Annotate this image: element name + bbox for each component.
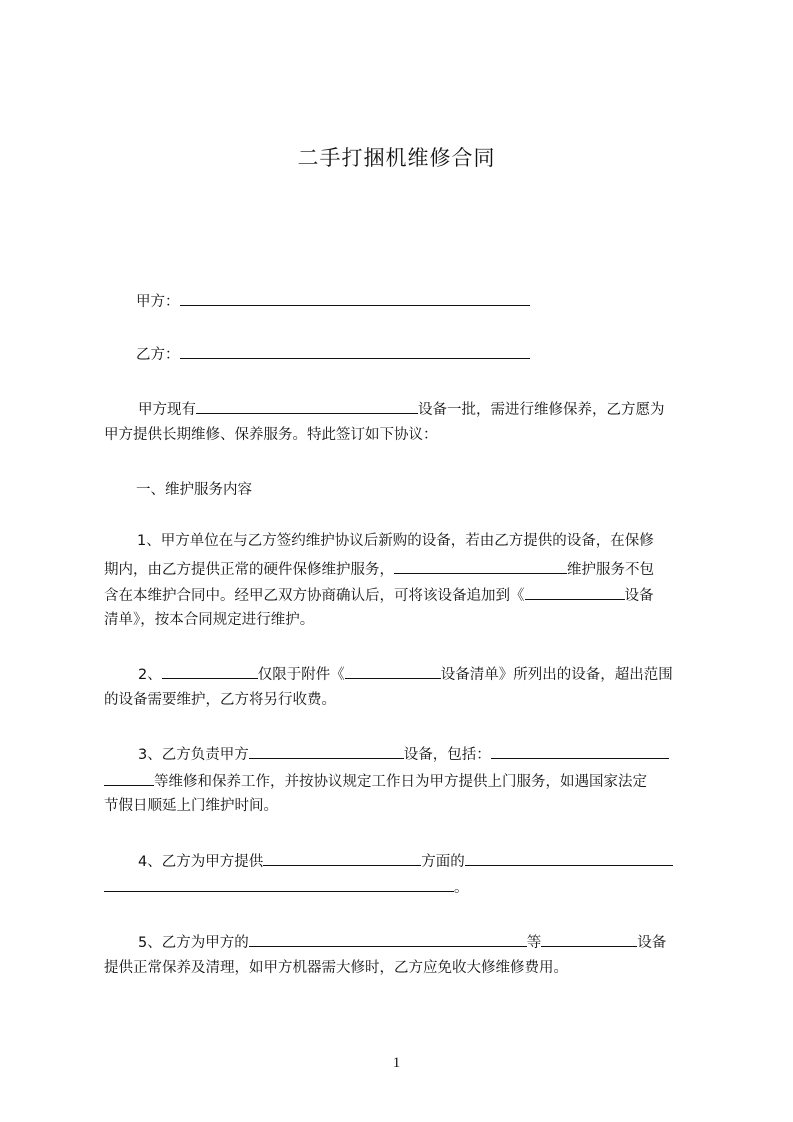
intro-text-b: 设备一批，需进行维修保养，乙方愿为 xyxy=(418,402,665,418)
clause2-text-1b: 仅限于附件《 xyxy=(257,667,345,683)
clause3-line-2 xyxy=(104,770,714,792)
clause2-blank-2 xyxy=(345,663,441,679)
clause3-line-1 xyxy=(138,743,748,765)
clause4-blank-3 xyxy=(104,876,454,892)
clause3-text-1b: 设备，包括： xyxy=(403,747,491,763)
clause1-line-1 xyxy=(137,531,747,551)
clause5-line-2 xyxy=(104,958,714,978)
intro-text-c: 甲方提供长期维修、保养服务。特此签订如下协议： xyxy=(104,427,438,443)
clause3-blank-1 xyxy=(249,743,404,759)
clause4-text-2: 。 xyxy=(454,880,469,896)
party-a-blank xyxy=(180,290,530,306)
party-a-label: 甲方： xyxy=(136,294,180,310)
clause1-text-2a: 期内，由乙方提供正常的硬件保修维护服务， xyxy=(104,562,394,578)
clause3-line-3 xyxy=(104,796,714,816)
clause4-line-2 xyxy=(104,876,714,898)
clause4-text-1a: 4、乙方为甲方提供 xyxy=(138,854,264,870)
clause2-blank-1 xyxy=(162,663,258,679)
clause5-line-1 xyxy=(138,931,748,953)
clause1-line-3 xyxy=(104,584,714,606)
intro-line-2 xyxy=(104,425,714,445)
clause5-blank-2 xyxy=(541,931,637,947)
clause1-line-2 xyxy=(104,558,714,580)
party-b-label: 乙方： xyxy=(136,347,180,363)
clause1-text-3a: 含在本维护合同中。经甲乙双方协商确认后，可将该设备追加到《 xyxy=(104,588,525,604)
intro-line-1 xyxy=(138,398,748,420)
clause2-text-1c: 设备清单》所列出的设备，超出范围 xyxy=(440,667,673,683)
party-b-blank xyxy=(180,343,530,359)
clause5-text-1b: 等 xyxy=(526,935,542,951)
section-heading-text: 一、维护服务内容 xyxy=(136,482,252,498)
clause2-line-1 xyxy=(138,663,748,685)
intro-blank xyxy=(196,398,418,414)
clause2-line-2 xyxy=(104,690,714,710)
intro-text-a: 甲方现有 xyxy=(138,402,196,418)
clause5-blank-1 xyxy=(249,931,527,947)
clause5-text-2: 提供正常保养及清理，如甲方机器需大修时，乙方应免收大修维修费用。 xyxy=(104,960,568,976)
page-number: 1 xyxy=(392,1055,401,1071)
clause1-text-3b: 设备 xyxy=(624,588,654,604)
clause1-text-2b: 维护服务不包 xyxy=(567,562,654,578)
clause1-blank-1 xyxy=(394,558,567,574)
party-a-line xyxy=(136,290,746,312)
party-b-line xyxy=(136,343,746,365)
clause3-text-3: 节假日顺延上门维护时间。 xyxy=(104,798,278,814)
clause5-text-1c: 设备 xyxy=(637,935,667,951)
document-title: 二手打捆机维修合同 xyxy=(297,146,496,170)
clause4-blank-1 xyxy=(263,850,421,866)
clause3-text-2: 等维修和保养工作，并按协议规定工作日为甲方提供上门服务，如遇国家法定 xyxy=(154,774,647,790)
clause1-blank-2 xyxy=(525,584,625,600)
section-heading xyxy=(136,480,746,500)
clause1-text-4: 清单》，按本合同规定进行维护。 xyxy=(104,612,315,628)
clause4-text-1b: 方面的 xyxy=(421,854,465,870)
clause4-line-1 xyxy=(138,850,748,872)
clause3-blank-3 xyxy=(104,770,154,786)
clause3-blank-2 xyxy=(491,743,669,759)
clause3-text-1a: 3、乙方负责甲方 xyxy=(138,747,249,763)
clause2-text-1a: 2、 xyxy=(138,667,162,683)
clause2-text-2: 的设备需要维护，乙方将另行收费。 xyxy=(104,692,336,708)
clause1-line-4 xyxy=(104,610,714,630)
clause4-blank-2 xyxy=(465,850,673,866)
clause5-text-1a: 5、乙方为甲方的 xyxy=(138,935,249,951)
clause1-text-1: 1、甲方单位在与乙方签约维护协议后新购的设备，若由乙方提供的设备，在保修 xyxy=(137,533,654,549)
